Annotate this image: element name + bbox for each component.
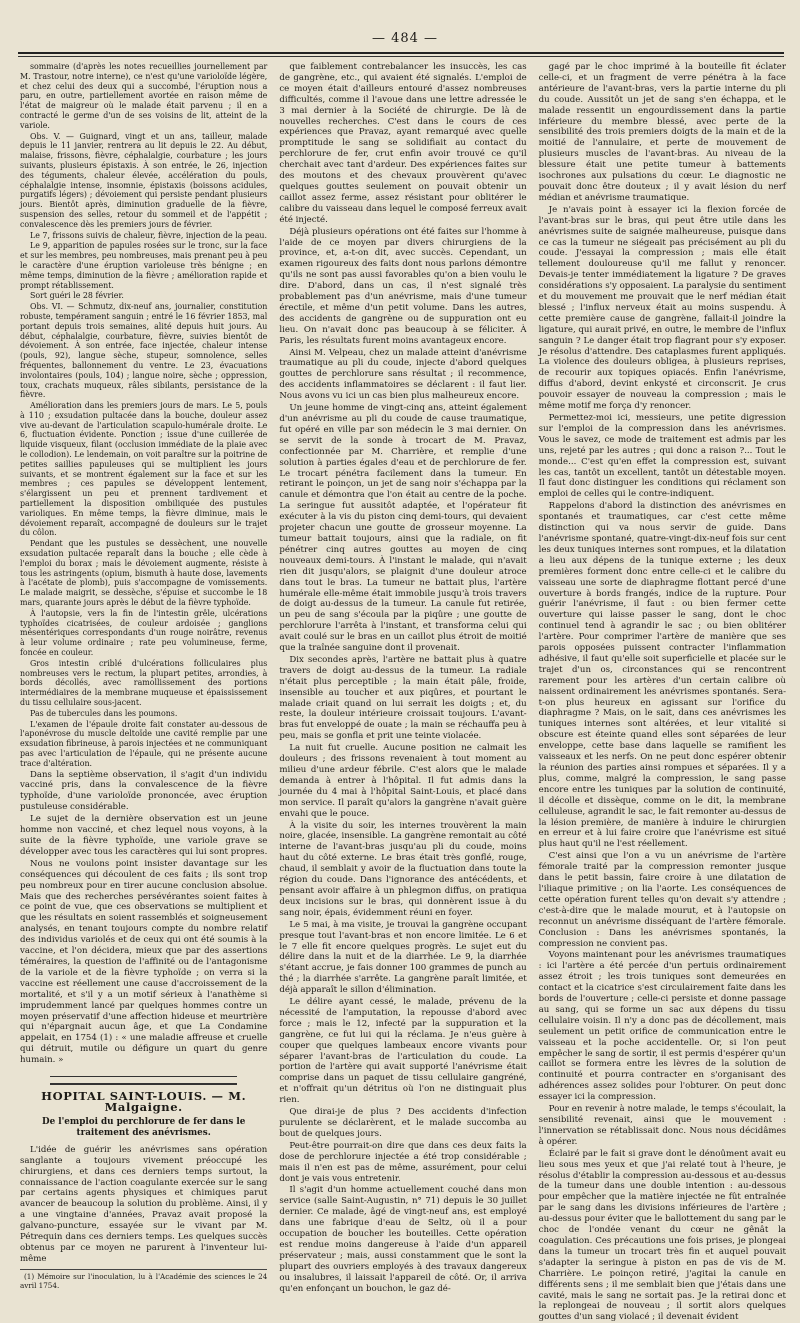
column-3	[538, 62, 786, 1323]
paragraph: C'est ainsi que l'on a vu un anévrisme de l'artère fémorale traité par la compression remonter jusque dans le petit bassin, faire croire à une dilatation de l'iliaque primitive ; on lia l'aorte. Les conséquences de cette opération furent telles qu'on devait s'y attendre ; c'est-à-dire que le malade mourut, et à l'autopsie on reconnut un anévrisme disséquant de l'artère fémorale. Conclusion : Dans les anévrismes spontanés, la compression ne convient pas.	[538, 851, 786, 949]
paragraph: Le 7, frissons suivis de chaleur, fièvre, injection de la peau.	[30, 230, 267, 240]
section-title: HOPITAL SAINT-LOUIS. — M. Malgaigne.	[41, 1089, 247, 1114]
paragraph: Le délire ayant cessé, le malade, prévenu de la nécessité de l'amputation, la repousse d'abord avec force ; mais le 12, infecté par la suppuration et la gangrène, ce fut lui qui la réclama. Je n'eus guère à couper que quelques lambeaux encore vivants pour séparer l'avant-bras de l'articulation du coude. La portion de l'artère qui avait supporté l'anévrisme était comprise dans un paquet de tissu cellulaire gangréné, et n'offrait qu'un détritus où l'on ne distinguait plus rien.	[279, 997, 527, 1106]
paragraph: Le 9, apparition de papules rosées sur le tronc, sur la face et sur les membres, peu nombreuses, mais prenant peu à peu le caractère d'une éruption varioleuse très bénigne ; en même temps, diminution de la fièvre ; amélioration rapide et prompt rétablissement.	[20, 241, 268, 290]
paragraph: L'examen de l'épaule droite fait constater au-dessous de l'aponévrose du muscle deltoïde une cavité remplie par une exsudation fibrineuse, à parois injectées et ne communiquant pas avec l'articulation de l'épaule, qui ne présente aucune trace d'altération.	[20, 719, 268, 768]
paragraph: Je n'avais point à essayer ici la flexion forcée de l'avant-bras sur le bras, qui peut être utile dans les anévrismes suite de saignée malheureuse, puisque dans ce cas la tumeur ne siégeait pas précisément au pli du coude. J'essayai la compression ; mais elle était tellement douloureuse qu'il me fallut y renoncer. Devais-je tenter immédiatement la ligature ? De graves considérations s'y opposaient. La paralysie du sentiment et du mouvement me prouvait que le nerf médian était blessé ; l'influx nerveux était au moins suspendu. À cette première cause de gangrène, fallait-il joindre la ligature, qui aurait privé, en outre, le membre de l'influx sanguin ? Le danger était trop flagrant pour s'y exposer. Je résolus d'attendre. Des cataplasmes furent appliqués. La violence des douleurs obligea, à plusieurs reprises, de recourir aux topiques opiacés. Enfin l'anévrisme, diffus d'abord, devint enkysté et circonscrit. Je crus pouvoir essayer de nouveau la compression ; mais le même motif me força d'y renoncer.	[538, 204, 786, 412]
paragraph: Sort guéri le 28 février.	[30, 291, 124, 301]
paragraph: Il s'agit d'un homme actuellement couché dans mon service (salle Saint-Augustin, n° 71) depuis le 30 juillet dernier. Ce malade, âgé de vingt-neuf ans, est employé dans une fabrique d'eau de Seltz, où il a pour occupation de boucher les bouteilles. Cette opération est rendue moins dangereuse à l'aide d'un appareil préservateur ; mais, aussi constamment que le sont la plupart des ouvriers employés à des travaux dangereux ou insalubres, il laissait l'appareil de côté. Or, il arriva qu'en enfonçant un bouchon, le gaz dé-	[279, 1185, 527, 1294]
column-1-text	[20, 62, 267, 769]
paragraph: Amélioration dans les premiers jours de mars. Le 5, pouls à 110 ; exsudation pultacée dans la bouche, douleur assez vive au-devant de l'articulation scapulo-humérale droite. Le 6, fluctuation évidente. Ponction ; issue d'une cuillerée de liquide visqueux, filant (occlusion immédiate de la plaie avec le collodion). Le lendemain, on voit paraître sur la poitrine de petites saillies papuleuses qui se multiplient les jours suivants, et se montrent également sur la face et sur les membres ; ces papules se développent lentement, s'élargissent un peu et prennent tardivement et partiellement la disposition ombiliquée des pustules varioliques. En même temps, la fièvre diminue, mais le dévoiement reparaît, accompagné de douleurs sur le trajet du côlon.	[20, 401, 268, 538]
paragraph: Pendant que les pustules se dessèchent, une nouvelle exsudation pultacée reparaît dans la bouche ; elle cède à l'emploi du borax ; mais le dévoiement augmente, résiste à tous les astringents (opium, bismuth à haute dose, lavements à l'acétate de plomb), puis s'accompagne de vomissements. Le malade maigrit, se dessèche, s'épuise et succombe le 18 mars, quarante jours après le début de la fièvre typhoïde.	[20, 539, 268, 608]
paragraph: Obs. VI. — Schmutz, dix-neuf ans, journalier, constitution robuste, tempérament sanguin ; entré le 16 février 1853, mal portant depuis trois semaines, alité depuis huit jours. Au début, céphalalgie, courbature, fièvre, suivies bientôt de dévoiement. À son entrée, face injectée, chaleur intense (pouls, 92), langue sèche, stupeur, somnolence, selles fréquentes, ballonnement du ventre. Le 23, évacuations involontaires (pouls, 104) ; langue noire, sèche ; oppression, toux, crachats muqueux, râles sibilants, persistance de la fièvre.	[20, 302, 268, 400]
header-rule-thin	[18, 56, 784, 57]
paragraph: Nous ne voulons point insister davantage sur les conséquences qui découlent de ces faits ; ils sont trop peu nombreux pour en tirer aucune conclusion absolue. Mais que des recherches persévérantes soient faites à ce point de vue, que ces observations se multiplient et que les résultats en soient rassemblés et soigneusement analysés, en tenant toujours compte du nombre relatif des individus variolés et de ceux qui ont été soumis à la vaccine, et l'on décidera, mieux que par des assertions téméraires, la question de l'affinité ou de l'antagonisme de la variole et de la fièvre typhoïde ; on verra si la vaccine est réellement une cause d'accroissement de la mortalité, et s'il y a un motif sérieux à l'anathème si imprudemment lancé par quelques hommes contre un moyen préservatif d'une affection hideuse et meurtrière qui n'épargnait aucun âge, et que La Condamine appelait, en 1754 (1) : « une maladie affreuse et cruelle qui détruit, mutile ou défigure un quart du genre humain. »	[20, 858, 268, 1066]
column-2	[279, 62, 527, 1294]
paragraph: que faiblement contrebalancer les insuccès, les cas de gangrène, etc., qui avaient été signalés. L'emploi de ce moyen était d'ailleurs entouré d'assez nombreuses difficultés, comme il l'avoue dans une lettre adressée le 3 mai dernier à la Société de chirurgie. De là de nouvelles recherches. C'est dans le cours de ces expériences que Pravaz, ayant remarqué avec quelle promptitude le sang se solidifiait au contact du perchlorure de fer, crut enfin avoir trouvé ce qu'il cherchait avec tant d'ardeur. Des expériences faites sur des moutons et des chevaux prouvèrent qu'avec quelques gouttes seulement on pouvait obtenir un caillot assez ferme, assez résistant pour oblitérer le calibre du vaisseau dans lequel le composé ferreux avait été injecté.	[279, 62, 527, 225]
paragraph: gagé par le choc imprimé à la bouteille fit éclater celle-ci, et un fragment de verre pénétra à la face antérieure de l'avant-bras, vers la partie interne du pli du coude. Aussitôt un jet de sang s'en échappa, et le malade ressentit un engourdissement dans la partie inférieure du membre blessé, avec perte de la sensibilité des trois premiers doigts de la main et de la moitié de l'annulaire, et perte de mouvement de plusieurs muscles de l'avant-bras. Au niveau de la blessure était une petite tumeur à battements isochrones aux pulsations du cœur. Le diagnostic ne pouvait donc être douteux ; il y avait lésion du nerf médian et anévrisme traumatique.	[538, 62, 786, 203]
paragraph: Dans la septième observation, il s'agit d'un individu vacciné pris, dans la convalescence de la fièvre typhoïde, d'une varioloïde prononcée, avec éruption pustuleuse considérable.	[20, 769, 268, 813]
paragraph: Permettez-moi ici, messieurs, une petite digression sur l'emploi de la compression dans les anévrismes. Vous le savez, ce mode de traitement est admis par les uns, rejeté par les autres ; qui donc a raison ?... Tout le monde... C'est qu'en effet la compression est, suivant les cas, tantôt un excellent, tantôt un détestable moyen. Il faut donc distinguer les conditions qui réclament son emploi de celles qui le contre-indiquent.	[538, 413, 786, 500]
section-divider	[50, 1076, 237, 1085]
paragraph: La nuit fut cruelle. Aucune position ne calmait les douleurs ; des frissons revenaient à tout moment au milieu d'une ardeur fébrile. C'est alors que le malade demanda à entrer à l'hôpital. Il fut admis dans la journée du 4 mai à l'hôpital Saint-Louis, et placé dans mon service. Il paraît qu'alors la gangrène n'avait guère envahi que le pouce.	[279, 743, 527, 819]
paragraph: sommaire (d'après les notes recueillies journellement par M. Trastour, notre interne), ce n'est qu'une varioloïde légère, et chez celui des deux qui a succombé, l'éruption nous a paru, en outre, partiellement avortée en raison même de l'état de maigreur où le malade était parvenu ; il en a contracté le germe d'un de ses voisins de lit, atteint de la variole.	[20, 62, 268, 130]
section-subtitle: De l'emploi du perchlorure de fer dans le traitement des anévrismes.	[41, 1116, 246, 1138]
paragraph: Ainsi M. Velpeau, chez un malade atteint d'anévrisme traumatique au pli du coude, injecte d'abord quelques gouttes de perchlorure sans résultat ; il recommence, des accidents inflammatoires se déclarent : il faut lier. Nous avons vu ici un cas bien plus malheureux encore.	[279, 347, 527, 402]
paragraph: Pas de tubercules dans les poumons.	[30, 708, 178, 718]
header-rule	[18, 52, 784, 54]
text-columns	[20, 62, 786, 1323]
paragraph: Rappelons d'abord la distinction des anévrismes en spontanés et traumatiques, car c'est cette même distinction qui va nous servir de guide. Dans l'anévrisme spontané, quatre-vingt-dix-neuf fois sur cent les deux tuniques internes sont rompues, et la dilatation a lieu aux dépens de la tunique externe ; les deux premières forment donc entre celle-ci et le calibre du vaisseau une sorte de diaphragme flottant percé d'une ouverture à bords frangés, indice de la rupture. Pour guérir l'anévrisme, il faut : ou bien fermer cette ouverture qui laisse passer le sang, dont le choc continuel tend à agrandir le sac ; ou bien oblitérer l'artère. Pour comprimer l'artère de manière que ses parois opposées puissent contracter l'inflammation adhésive, il faut qu'elle soit superficielle et placée sur le trajet d'un os, circonstances qui se rencontrent rarement pour les artères d'un certain calibre où naissent ordinairement les anévrismes spontanés. Sera-t-on plus heureux en agissant sur l'orifice du diaphragme ? Mais, on le sait, dans ces anévrismes les tuniques internes sont altérées, et leur vitalité si obscure est éteinte quand elles sont séparées de leur enveloppe, cette base dans laquelle se ramifient les vaisseaux et les nerfs. On ne peut donc espérer obtenir la réunion des parties ainsi rompues et séparées. Il y a plus, comme, malgré la compression, le sang passe encore entre les tuniques par la solution de continuité, il décolle et dissèque, comme on le dit, la membrane celluleuse, agrandit le sac, le fait remonter au-dessus de la lésion première, de manière à induire le chirurgien en erreur et à lui faire croire que l'anévrisme est situé plus haut qu'il ne l'est réellement.	[538, 501, 786, 850]
paragraph: Déjà plusieurs opérations ont été faites sur l'homme à l'aide de ce moyen par divers chirurgiens de la province, et, a-t-on dit, avec succès. Cependant, un examen rigoureux des faits dont nous parlons démontre qu'ils ne sont pas aussi favorables qu'on a bien voulu le dire. D'abord, dans un cas, il n'est signalé très probablement pas d'un anévrisme, mais d'une tumeur érectile, et même d'un petit volume. Dans les autres, des accidents de gangrène ou de suppuration ont eu lieu. On n'avait donc pas beaucoup à se féliciter. À Paris, les résultats furent moins avantageux encore.	[279, 226, 527, 346]
paragraph: L'idée de guérir les anévrismes sans opération sanglante a toujours vivement préoccupé les chirurgiens, et dans ces derniers temps surtout, la connaissance de l'action coagulante exercée sur le sang par certains agents physiques et chimiques parut avancer de beaucoup la solution du problème. Ainsi, il y a une vingtaine d'années, Pravaz avait proposé la galvano-puncture, essayée sur le vivant par M. Pétrequin dans ces derniers temps. Les quelques succès obtenus par ce moyen ne parurent à l'inventeur lui-même	[20, 1144, 268, 1264]
paragraph: Voyons maintenant pour les anévrismes traumatiques : ici l'artère a été percée d'un pertuis ordinairement assez étroit ; les trois tuniques sont demeurées en contact et la cicatrice s'est circulairement faite dans les bords de l'ouverture ; celle-ci persiste et donne passage au sang, qui se forme un sac aux dépens du tissu cellulaire voisin. Il n'y a donc pas de décollement, mais seulement un petit orifice de communication entre le vaisseau et la poche accidentelle. Or, si l'on peut empêcher le sang de sortir, il est permis d'espérer qu'un caillot se formera entre les lèvres de la solution de continuité et pourra contracter en s'organisant des adhérences assez solides pour l'obturer. On peut donc essayer ici la compression.	[538, 950, 786, 1103]
paragraph: Éclairé par le fait si grave dont le dénoûment avait eu lieu sous mes yeux et que j'ai relaté tout à l'heure, je résolus d'établir la compression au-dessous et au-dessus de la tumeur dans une double intention : au-dessous pour empêcher que la matière injectée ne fût entraînée par le sang dans les divisions inférieures de l'artère ; au-dessus pour éviter que le ballottement du sang par le choc de l'ondée venant du cœur ne gênât la coagulation. Ces précautions une fois prises, je plongeai dans la tumeur un trocart très fin et auquel pouvait s'adapter la seringue à piston en pas de vis de M. Charrière. Le poinçon retiré, j'agitai la canule en différents sens ; il me semblait bien que j'étais dans une cavité, mais le sang ne sortait pas. Je la retirai donc et la replongeai de nouveau ; il sortit alors quelques gouttes d'un sang violacé ; il devenait évident	[538, 1148, 786, 1323]
paragraph: Peut-être pourrait-on dire que dans ces deux faits la dose de perchlorure injectée a été trop considérable ; mais il n'en est pas de même, assurément, pour celui dont je vais vous entretenir.	[279, 1140, 527, 1184]
footnote: (1) Mémoire sur l'inoculation, lu à l'Académie des sciences le 24 avril 1754.	[20, 1269, 267, 1290]
paragraph: Obs. V. — Guignard, vingt et un ans, tailleur, malade depuis le 11 janvier, rentrera au lit depuis le 22. Au début, malaise, frissons, fièvre, céphalalgie, courbature ; les jours suivants, plusieurs épistaxis. À son entrée, le 26, injection des téguments, chaleur élevée, accélération du pouls, céphalalgie intense, insomnie, épistaxis (boissons acidules, purgatifs légers) ; dévoiement qui persiste pendant plusieurs jours. Bientôt après, diminution graduelle de la fièvre, suspension des selles, retour du sommeil et de l'appétit ; convalescence dès les premiers jours de février.	[20, 131, 268, 229]
paragraph: Gros intestin criblé d'ulcérations folliculaires plus nombreuses vers le rectum, la plupart petites, arrondies, à bords décollés, avec ramollissement des portions intermédiaires de la membrane muqueuse et épaississement du tissu cellulaire sous-jacent.	[20, 658, 268, 707]
paragraph: À la visite du soir, les internes trouvèrent la main noire, glacée, insensible. La gangrène remontait au côté interne de l'avant-bras jusqu'au pli du coude, moins haut du côté externe. Le bras était très gonflé, rouge, chaud, il semblait y avoir de la fluctuation dans toute la région du coude. Dans l'ignorance des antécédents, et pensant avoir affaire à un phlegmon diffus, on pratiqua deux incisions sur le bras, qui donnèrent issue à du sang noir, épais, évidemment réuni en foyer.	[279, 820, 527, 918]
paragraph: Le sujet de la dernière observation est un jeune homme non vacciné, et chez lequel nous voyons, à la suite de la fièvre typhoïde, une variole grave se développer avec tous les caractères qui lui sont propres.	[20, 814, 268, 857]
column-1	[20, 62, 268, 1290]
page-number: — 484 —	[371, 31, 439, 46]
paragraph: Que dirai-je de plus ? Des accidents d'infection purulente se déclarèrent, et le malade succomba au bout de quelques jours.	[279, 1107, 527, 1139]
paragraph: Le 5 mai, à ma visite, je trouvai la gangrène occupant presque tout l'avant-bras et non encore limitée. Le 6 et le 7 elle fit encore quelques progrès. Le sujet eut du délire dans la nuit et de la diarrhée. Le 9, la diarrhée s'étant accrue, je fais donner 100 grammes de punch au thé ; la diarrhée s'arrête. La gangrène paraît limitée, et déjà apparaît le sillon d'élimination.	[279, 919, 527, 996]
paragraph: Pour en revenir à notre malade, le temps s'écoulait, la sensibilité revenait, ainsi que le mouvement : l'innervation se rétablissait donc. Nous nous décidâmes à opérer.	[538, 1104, 786, 1147]
paragraph: Dix secondes après, l'artère ne battait plus à quatre travers de doigt au-dessus de la tumeur. La radiale n'était plus perceptible ; la main était pâle, froide, insensible au toucher et aux piqûres, et pourtant le malade criait quand on lui serrait les doigts ; et, du reste, la douleur intérieure croissait toujours. L'avant-bras fut enveloppé de ouate ; la main se réchauffa peu à peu, mais se gonfla et prit une teinte violacée.	[279, 654, 527, 742]
paragraph: À l'autopsie, vers la fin de l'intestin grêle, ulcérations typhoïdes cicatrisées, de couleur ardoisée ; ganglions mésentériques correspondants d'un rouge noirâtre, revenus à leur volume ordinaire ; rate peu volumineuse, ferme, foncée en couleur.	[20, 608, 268, 658]
paragraph: Un jeune homme de vingt-cinq ans, atteint également d'un anévrisme au pli du coude de cause traumatique, fut opéré en ville par son médecin le 3 mai dernier. On se servit de la sonde à trocart de M. Pravaz, confectionnée par M. Charrière, et remplie d'une solution à parties égales d'eau et de perchlorure de fer. Le trocart pénétra facilement dans la tumeur. En retirant le poinçon, un jet de sang noir s'échappa par la canule et démontra que l'on était au centre de la poche. La seringue fut aussitôt adaptée, et l'opérateur fit exécuter à la vis du piston cinq demi-tours, qui devaient projeter chacun une goutte de grosseur moyenne. La tumeur battait toujours, ainsi que la radiale, on fit pénétrer cinq autres gouttes au moyen de cinq nouveaux demi-tours. À l'instant le malade, qui n'avait rien dit jusqu'alors, se plaignit d'une douleur atroce dans tout le bras. La tumeur ne battait plus, l'artère humérale elle-même était immobile jusqu'à trois travers de doigt au-dessus de la tumeur. La canule fut retirée, un peu de sang s'écoula par la piqûre ; une goutte de perchlorure l'arrêta à l'instant, et transforma celui qui avait coulé sur le bras en un caillot plus étroit de moitié que la traînée sanguine dont il provenait.	[279, 403, 527, 654]
